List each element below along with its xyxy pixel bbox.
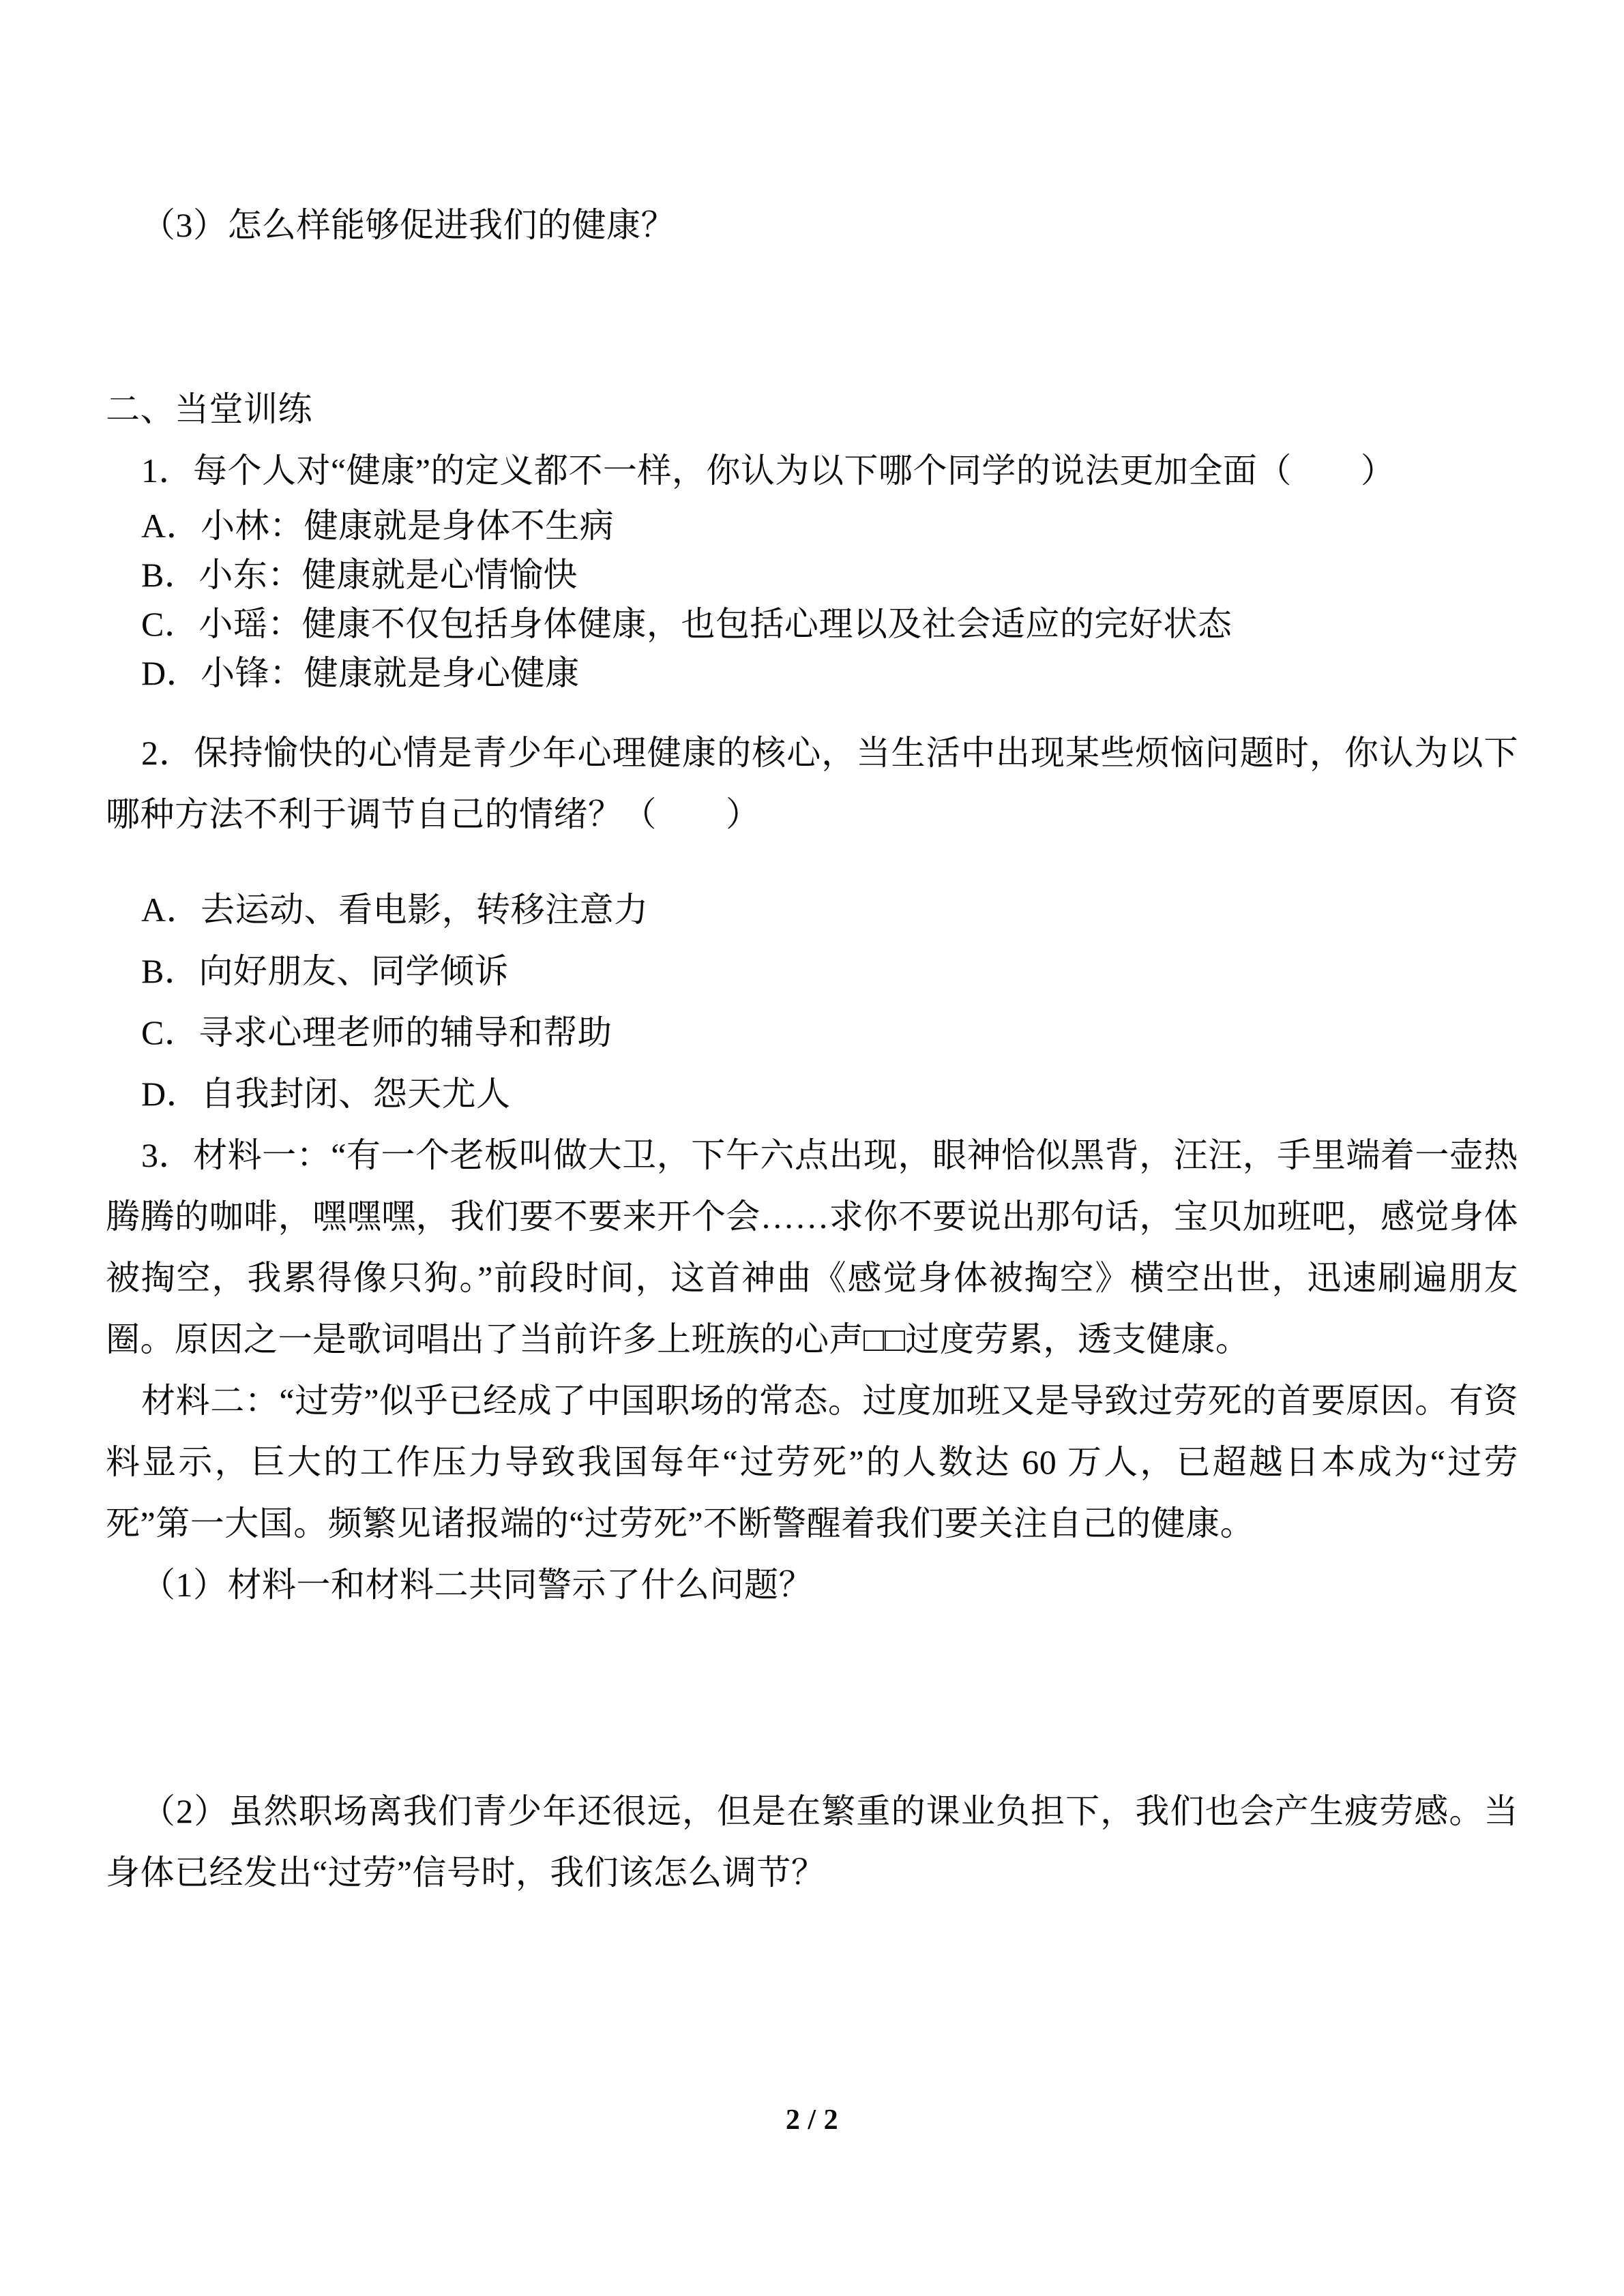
question-1-stem: 1．每个人对“健康”的定义都不一样，你认为以下哪个同学的说法更加全面（ ） [141, 451, 1396, 490]
question-2-option-d: D．自我封闭、怨天尤人 [141, 1075, 511, 1113]
question-3-material-1: 3．材料一：“有一个老板叫做大卫，下午六点出现，眼神恰似黑背，汪汪，手里端着一壶热腾腾的咖啡，嘿嘿嘿，我们要不要来开个会……求你不要说出那句话，宝贝加班吧，感觉身体被掏空，我累得像只狗。”前段时间，这首神曲《感觉身体被掏空》横空出世，迅速刷遍朋友圈。原因之一是歌词唱出了当前许多上班族的心声□□过度劳累，透支健康。 [106, 1136, 1518, 1358]
question-1-option-a: A．小林：健康就是身体不生病 [141, 507, 615, 545]
question-2-option-c: C．寻求心理老师的辅导和帮助 [141, 1013, 612, 1052]
question-1-option-c: C．小瑶：健康不仅包括身体健康，也包括心理以及社会适应的完好状态 [141, 605, 1232, 643]
question-1-option-b: B．小东：健康就是心情愉快 [141, 556, 578, 594]
question-2-option-a: A．去运动、看电影，转移注意力 [141, 891, 649, 929]
section-title-training: 二、当堂训练 [106, 390, 312, 428]
carryover-question-3: （3）怎么样能够促进我们的健康？ [141, 206, 675, 244]
question-2-option-b: B．向好朋友、同学倾诉 [141, 952, 509, 990]
question-2-stem: 2．保持愉快的心情是青少年心理健康的核心，当生活中出现某些烦恼问题时，你认为以下哪种方法不利于调节自己的情绪？（ ） [106, 734, 1518, 833]
question-3-sub-2: （2）虽然职场离我们青少年还很远，但是在繁重的课业负担下，我们也会产生疲劳感。当身体已经发出“过劳”信号时，我们该怎么调节？ [106, 1792, 1518, 1892]
question-1-option-d: D．小锋：健康就是身心健康 [141, 654, 580, 692]
page-number-indicator: 2 / 2 [785, 2104, 839, 2136]
question-3-material-2: 材料二：“过劳”似乎已经成了中国职场的常态。过度加班又是导致过劳死的首要原因。有资料显示，巨大的工作压力导致我国每年“过劳死”的人数达 60 万人，已超越日本成为“过劳死”第一大国。频繁见诸报端的“过劳死”不断警醒着我们要关注自己的健康。 [106, 1382, 1518, 1542]
question-3-sub-1: （1）材料一和材料二共同警示了什么问题？ [141, 1566, 813, 1604]
